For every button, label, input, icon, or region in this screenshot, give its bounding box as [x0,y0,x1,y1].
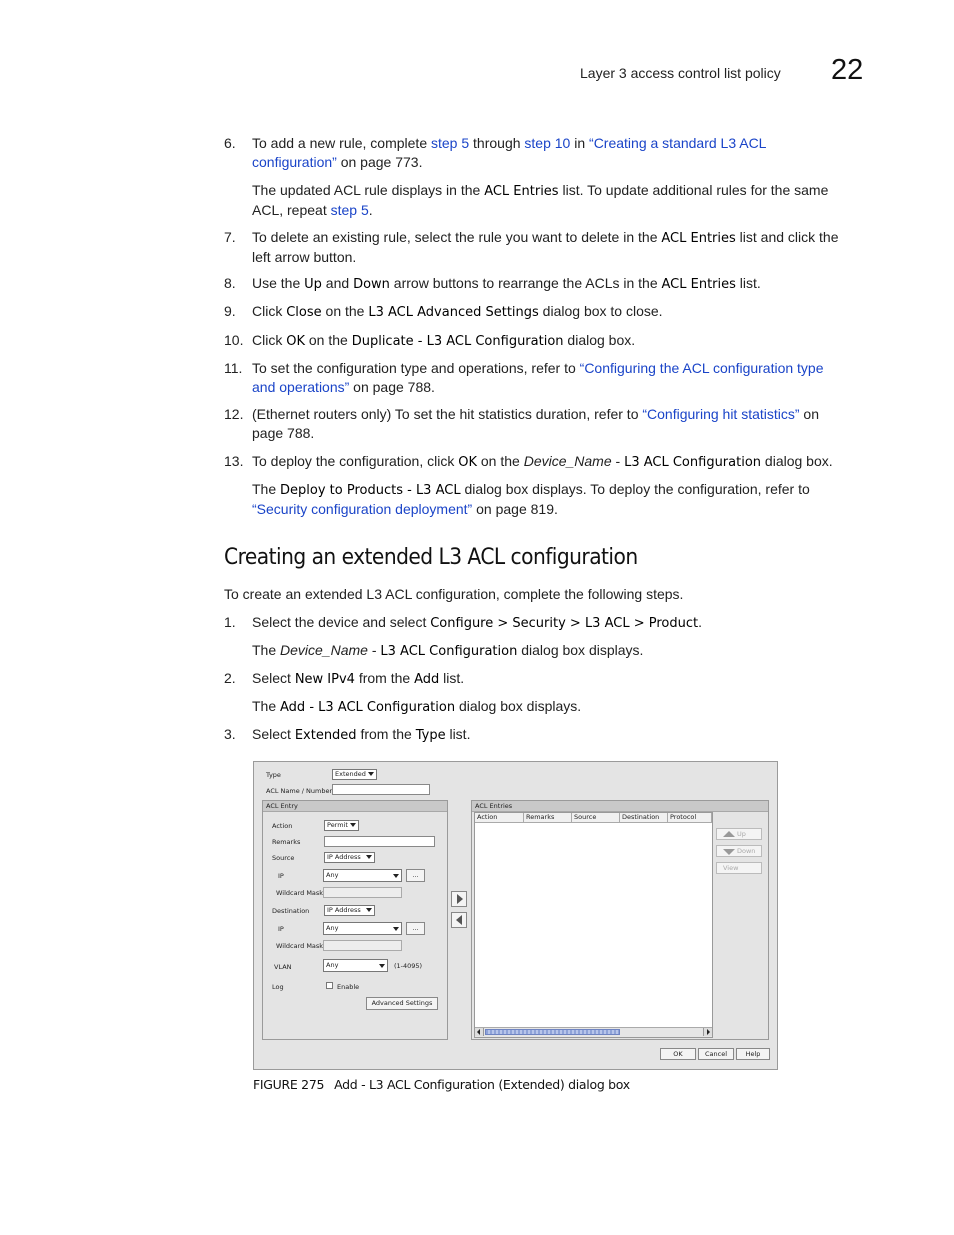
step-text: To delete an existing rule, select the rule you want to delete in the ACL Entries list and click the left arrow button. [252,229,839,265]
chapter-number: 22 [831,54,864,86]
add-l3-acl-dialog [253,761,778,1070]
source-label: Source [272,854,295,862]
enable-checkbox[interactable] [326,982,333,989]
step-number: 8. [224,275,236,291]
dst-ip-combo[interactable]: Any [323,922,402,935]
source-select[interactable]: IP Address [324,852,375,863]
scroll-right-arrow[interactable] [703,1028,712,1036]
src-wildcard-label: Wildcard Mask [276,889,324,897]
view-button[interactable]: View [716,862,762,874]
step-number: 1. [224,614,236,630]
acl-entries-title: ACL Entries [472,801,768,812]
step-note: The updated ACL rule displays in the ACL Entries list. To update additional rules for the same ACL, repeat step 5. [252,182,829,218]
step-number: 2. [224,670,236,686]
arrow-right-icon [452,892,466,906]
arrow-right-icon [704,1028,712,1036]
step-number: 10. [224,332,244,348]
cross-ref-link[interactable]: “Configuring hit statistics” [642,406,800,422]
cross-ref-link[interactable]: and operations” [252,379,350,395]
step-text: Click OK on the Duplicate - L3 ACL Configuration dialog box. [252,332,636,349]
cross-ref-link[interactable]: configuration” [252,154,337,170]
action-select[interactable]: Permit [324,820,359,831]
step-number: 6. [224,135,236,151]
acl-name-input[interactable] [332,784,430,795]
figure-label: FIGURE 275 [253,1077,325,1092]
dst-wildcard-input[interactable] [323,940,402,951]
arrow-left-icon [452,913,466,927]
chevron-down-icon [350,823,356,827]
remove-entry-button[interactable] [451,912,467,928]
section-title: Creating an extended L3 ACL configuration [224,545,638,570]
log-label: Log [272,983,284,991]
step-number: 9. [224,303,236,319]
section-intro: To create an extended L3 ACL configuration, complete the following steps. [224,586,684,602]
vlan-label: VLAN [274,963,292,971]
acl-name-label: ACL Name / Number [266,787,333,795]
step-link[interactable]: step 5 [431,135,470,151]
ok-button[interactable]: OK [660,1048,696,1060]
step-link[interactable]: step 5 [330,202,369,218]
type-label: Type [266,771,281,779]
dst-ip-browse-button[interactable]: ... [406,922,425,935]
src-ip-combo[interactable]: Any [323,869,402,882]
column-header-protocol[interactable]: Protocol [668,813,712,823]
step-text: To set the configuration type and operations, refer to “Configuring the ACL configuration type and operations” on page 788. [252,360,824,395]
step-note: The Deploy to Products - L3 ACL dialog box displays. To deploy the configuration, refer to “Security configuration deployment” on page 819. [252,481,810,517]
cross-ref-link[interactable]: “Security configuration deployment” [252,501,473,517]
horizontal-scrollbar[interactable] [475,1027,712,1037]
step-text: Select New IPv4 from the Add list. [252,670,465,687]
step-text: Select Extended from the Type list. [252,726,471,743]
src-wildcard-input[interactable] [323,887,402,898]
acl-entry-title: ACL Entry [263,801,447,812]
arrow-down-icon [723,849,735,855]
dst-ip-label: IP [278,925,284,933]
advanced-settings-button[interactable]: Advanced Settings [366,997,438,1010]
cancel-button[interactable]: Cancel [698,1048,734,1060]
step-text: Select the device and select Configure > Security > L3 ACL > Product. [252,614,702,631]
src-ip-label: IP [278,872,284,880]
step-number: 11. [224,360,243,376]
chevron-down-icon [393,927,399,931]
src-ip-browse-button[interactable]: ... [406,869,425,882]
scroll-thumb[interactable] [485,1029,620,1035]
column-header-remarks[interactable]: Remarks [524,813,572,823]
add-entry-button[interactable] [451,891,467,907]
step-number: 7. [224,229,236,245]
step-text: To deploy the configuration, click OK on the Device_Name - L3 ACL Configuration dialog box. [252,453,833,470]
arrow-up-icon [723,831,735,837]
step-number: 13. [224,453,244,469]
step-text: Click Close on the L3 ACL Advanced Settings dialog box to close. [252,303,663,320]
column-header-action[interactable]: Action [475,813,524,823]
figure-caption [253,1077,630,1092]
acl-entries-table[interactable] [474,812,713,1038]
cross-ref-link[interactable]: “Configuring the ACL configuration type [579,360,824,376]
up-button[interactable]: Up [716,828,762,840]
step-note: The Add - L3 ACL Configuration dialog box displays. [252,698,582,715]
destination-select[interactable]: IP Address [324,905,375,916]
down-button[interactable]: Down [716,845,762,857]
chevron-down-icon [393,874,399,878]
arrow-left-icon [475,1028,483,1036]
chevron-down-icon [379,964,385,968]
column-header-source[interactable]: Source [572,813,620,823]
enable-label: Enable [337,983,360,991]
destination-label: Destination [272,907,310,915]
chevron-down-icon [368,772,374,776]
vlan-range-hint: (1-4095) [394,962,423,970]
type-select[interactable]: Extended [332,769,377,780]
chevron-down-icon [366,908,372,912]
step-text: (Ethernet routers only) To set the hit statistics duration, refer to “Configuring hit statistics” on page 788. [252,406,820,441]
help-button[interactable]: Help [736,1048,770,1060]
figure-caption-text: Add - L3 ACL Configuration (Extended) dialog box [334,1077,630,1092]
dst-wildcard-label: Wildcard Mask [276,942,324,950]
step-number: 3. [224,726,236,742]
remarks-input[interactable] [324,836,435,847]
action-label: Action [272,822,293,830]
step-text: Use the Up and Down arrow buttons to rearrange the ACLs in the ACL Entries list. [252,275,761,292]
acl-entries-panel [471,800,769,1040]
header-title: Layer 3 access control list policy [580,65,781,81]
step-link[interactable]: step 10 [524,135,571,151]
column-header-destination[interactable]: Destination [620,813,668,823]
cross-ref-link[interactable]: “Creating a standard L3 ACL [589,135,767,151]
acl-entry-panel [262,800,448,1040]
step-number: 12. [224,406,244,422]
vlan-combo[interactable]: Any [323,959,388,972]
chevron-down-icon [366,855,372,859]
remarks-label: Remarks [272,838,301,846]
step-note: The Device_Name - L3 ACL Configuration dialog box displays. [252,642,644,659]
step-text: To add a new rule, complete step 5 through step 10 in “Creating a standard L3 ACL configuration” on page 773. [252,135,767,170]
scroll-left-arrow[interactable] [475,1028,484,1036]
